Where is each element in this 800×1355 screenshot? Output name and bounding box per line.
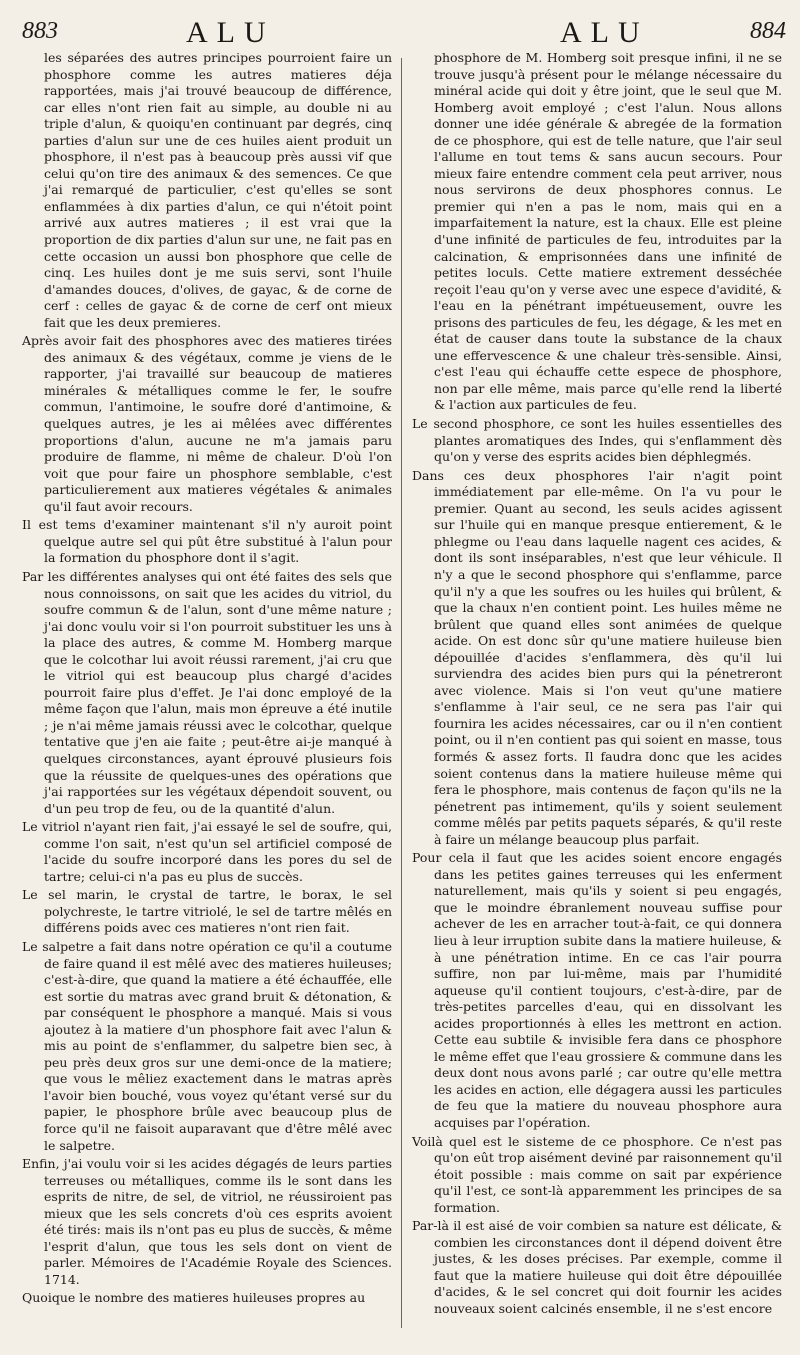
paragraph: les séparées des autres principes pourroient faire un phosphore comme les autres matieres déja rapportées, mais j'ai trouvé beaucoup de différence, car elles n'ont rien fait au simple, au double ni au triple d'alun, & quoiqu'en continuant par degrés, cinq parties d'alun sur une de ces huiles aient produit un phosphore, il n'est pas à beaucoup près aussi vif que celui qu'on tire des animaux & des semences. Ce que j'ai remarqué de particulier, c'est qu'elles se sont enflammées à dix parties d'alun, ce qui n'étoit point arrivé aux autres matieres ; il est vrai que la proportion de dix parties d'alun sur une, ne fait pas en cette occasion un aussi bon phosphore que celle de cinq. Les huiles dont je me suis servi, sont l'huile d'amandes douces, d'olives, de gayac, & de corne de cerf : celles de gayac & de corne de cerf ont mieux fait que les deux premieres. — [44, 50, 392, 330]
paragraph: Voilà quel est le sisteme de ce phosphore. Ce n'est pas qu'on eût trop aisément deviné par raisonnement qu'il étoit possible : mais comme on sait par expérience qu'il l'est, ce sont-là apparemment les principes de sa formation. — [412, 1133, 782, 1215]
paragraph: Quoique le nombre des matieres huileuses propres au — [22, 1290, 366, 1306]
paragraph: Dans ces deux phosphores l'air n'agit point immédiatement par elle-même. On l'a vu pour le premier. Quant au second, les seuls acides agissent sur l'huile qui en manque presque entierement, & le phlegme ou l'eau dans laquelle nagent ces acides, & dont ils sont inséparables, n'est que leur véhicule. Il n'y a que le second phosphore qui s'enflamme, parce qu'il n'y a que les soufres ou les huiles qui brûlent, & que la chaux n'en contient point. Les huiles même ne brûlent que quand elles sont animées de quelque acide. On est donc sûr qu'une matiere huileuse bien dépouillée d'acides s'enflammera, dès qu'il lui surviendra des acides bien purs qui la pénetreront avec violence. Mais si l'on veut qu'une matiere s'enflamme à l'air seul, ce ne sera pas l'air qui fournira les acides nécessaires, car ou il n'en contient point, ou il n'en contient pas qui soient en masse, tous formés & assez forts. Il faudra donc que les acides soient contenus dans la matiere huileuse même qui fera le phosphore, mais contenus de façon qu'ils ne la pénetrent pas intimement, qu'ils y soient seulement comme mêlés par petits paquets séparés, & qu'il reste à faire un mélange beaucoup plus parfait. — [412, 467, 782, 847]
paragraph: phosphore de M. Homberg soit presque infini, il ne se trouve jusqu'à présent pour le mélange nécessaire du minéral acide qui doit y être joint, que le seul que M. Homberg avoit employé ; c'est l'alun. Nous allons donner une idée générale & abregée de la formation de ce phosphore, qui est de telle nature, que l'air seul l'allume en tout tems & sans aucun secours. Pour mieux faire entendre comment cela peut arriver, nous nous servirons de deux phosphores connus. Le premier qui n'en a pas le nom, mais qui en a imparfaitement la nature, est la chaux. Elle est pleine d'une infinité de particules de feu, introduites par la calcination, & emprisonnées dans une infinité de petites loculs. Cette matiere extrement desséchée reçoit l'eau qu'on y verse avec une espece d'avidité, & l'eau en la pénétrant impétueusement, ouvre les prisons des particules de feu, les dégage, & les met en état de causer dans toute la substance de la chaux une effervescence & une chaleur très-sensible. Ainsi, c'est l'eau qui échauffe cette espece de phosphore, non par elle même, mais parce qu'elle rend la liberté & l'action aux particules de feu. — [434, 50, 782, 413]
left-running-head: ALU — [186, 16, 275, 49]
paragraph: Le sel marin, le crystal de tartre, le borax, le sel polychreste, le tartre vitriolé, le sel de tartre mêlés en différens poids avec ces matieres n'ont rien fait. — [22, 887, 392, 936]
paragraph: Enfin, j'ai voulu voir si les acides dégagés de leurs parties terreuses ou métalliques, comme ils le sont dans les esprits de nitre, de sel, de vitriol, ne réussiroient pas mieux que les sels concrets d'où ces esprits avoient été tirés: mais ils n'ont pas eu plus de succès, & même l'esprit d'alun, que tous les sels dont on vient de parler. Mémoires de l'Académie Royale des Sciences. 1714. — [22, 1156, 392, 1287]
paragraph: Par les différentes analyses qui ont été faites des sels que nous connoissons, on sait que les acides du vitriol, du soufre commun & de l'alun, sont d'une même nature ; j'ai donc voulu voir si l'on pourroit substituer les uns à la place des autres, & comme M. Homberg marque que le colcothar lui avoit réussi rarement, j'ai cru que le vitriol qui est beaucoup plus chargé d'acides pourroit faire plus d'effet. Je l'ai donc employé de la même façon que l'alun, mais mon épreuve a été inutile ; je n'ai même jamais réussi avec le colcothar, quelque tentative que j'en aie faite ; peut-être ai-je manqué à quelques circonstances, ayant éprouvé plusieurs fois que la réussite de quelques-unes des opérations que j'ai rapportées sur les végétaux dépendoit souvent, ou d'un peu trop de feu, ou de la quantité d'alun. — [22, 568, 392, 816]
paragraph: Par-là il est aisé de voir combien sa nature est délicate, & combien les circonstances dont il dépend doivent être justes, & les doses précises. Par exemple, comme il faut que la matiere huileuse qui doit être dépouillée d'acides, & le sel concret qui doit fournir les acides nouveaux soient calcinés ensemble, il ne s'est encore — [412, 1218, 782, 1317]
paragraph: Pour cela il faut que les acides soient encore engagés dans les petites gaines terreuses qui les enferment naturellement, mais qu'ils y soient si peu engagés, que le moindre ébranlement nouveau suffise pour achever de les en arracher tout-à-fait, ce qui donnera lieu à leur irruption subite dans la matiere huileuse, & à une pénétration intime. En ce cas l'air pourra suffire, non par lui-même, mais par l'humidité aqueuse qu'il contient toujours, c'est-à-dire, par de très-petites parcelles d'eau, qui en dissolvant les acides proportionnés à elles les mettront en action. Cette eau subtile & invisible fera dans ce phosphore le même effet que l'eau grossiere & commune dans les deux dont nous avons parlé ; car outre qu'elle mettra les acides en action, elle dégagera aussi les particules de feu que la matiere du nouveau phosphore aura acquises par l'opération. — [412, 850, 782, 1130]
right-page-header — [408, 8, 788, 48]
paragraph: Le vitriol n'ayant rien fait, j'ai essayé le sel de soufre, qui, comme l'on sait, n'est qu'un sel artificiel composé de l'acide du soufre incorporé dans les pores du sel de tartre; celui-ci n'a pas eu plus de succès. — [22, 819, 392, 884]
column-divider — [401, 58, 402, 1328]
right-page-number: 884 — [750, 18, 786, 44]
left-page-header — [18, 8, 398, 48]
left-page-number: 883 — [22, 18, 58, 44]
right-running-head: ALU — [560, 16, 649, 49]
paragraph: Le second phosphore, ce sont les huiles essentielles des plantes aromatiques des Indes, qui s'enflamment dès qu'on y verse des esprits acides bien déphlegmés. — [412, 416, 782, 465]
paragraph: Après avoir fait des phosphores avec des matieres tirées des animaux & des végétaux, comme je viens de le rapporter, j'ai travaillé sur beaucoup de matieres minérales & métalliques comme le fer, le soufre commun, l'antimoine, le soufre doré d'antimoine, & quelques autres, je les ai mêlées avec différentes proportions d'alun, aucune ne m'a jamais paru produire de flamme, ni même de chaleur. D'où l'on voit que pour faire un phosphore semblable, c'est particulierement aux matieres végétales & animales qu'il faut avoir recours. — [22, 333, 392, 514]
paragraph: Le salpetre a fait dans notre opération ce qu'il a coutume de faire quand il est mêlé avec des matieres huileuses; c'est-à-dire, que quand la matiere a été échauffée, elle est sortie du matras avec grand bruit & détonation, & par conséquent le phosphore a manqué. Mais si vous ajoutez à la matiere d'un phosphore fait avec l'alun & mis au point de s'enflammer, du salpetre bien sec, à peu près deux gros sur une demi-once de la matiere; que vous le mêliez exactement dans le matras après l'avoir bien bouché, vous voyez qu'étant versé sur du papier, le phosphore brûle avec beaucoup plus de force qu'il ne faisoit auparavant que d'être mêlé avec le salpetre. — [22, 938, 392, 1153]
left-text-column — [22, 50, 392, 1309]
paragraph: Il est tems d'examiner maintenant s'il n'y auroit point quelque autre sel qui pût être substitué à l'alun pour la formation du phosphore dont il s'agit. — [22, 517, 392, 566]
right-text-column — [412, 50, 782, 1320]
